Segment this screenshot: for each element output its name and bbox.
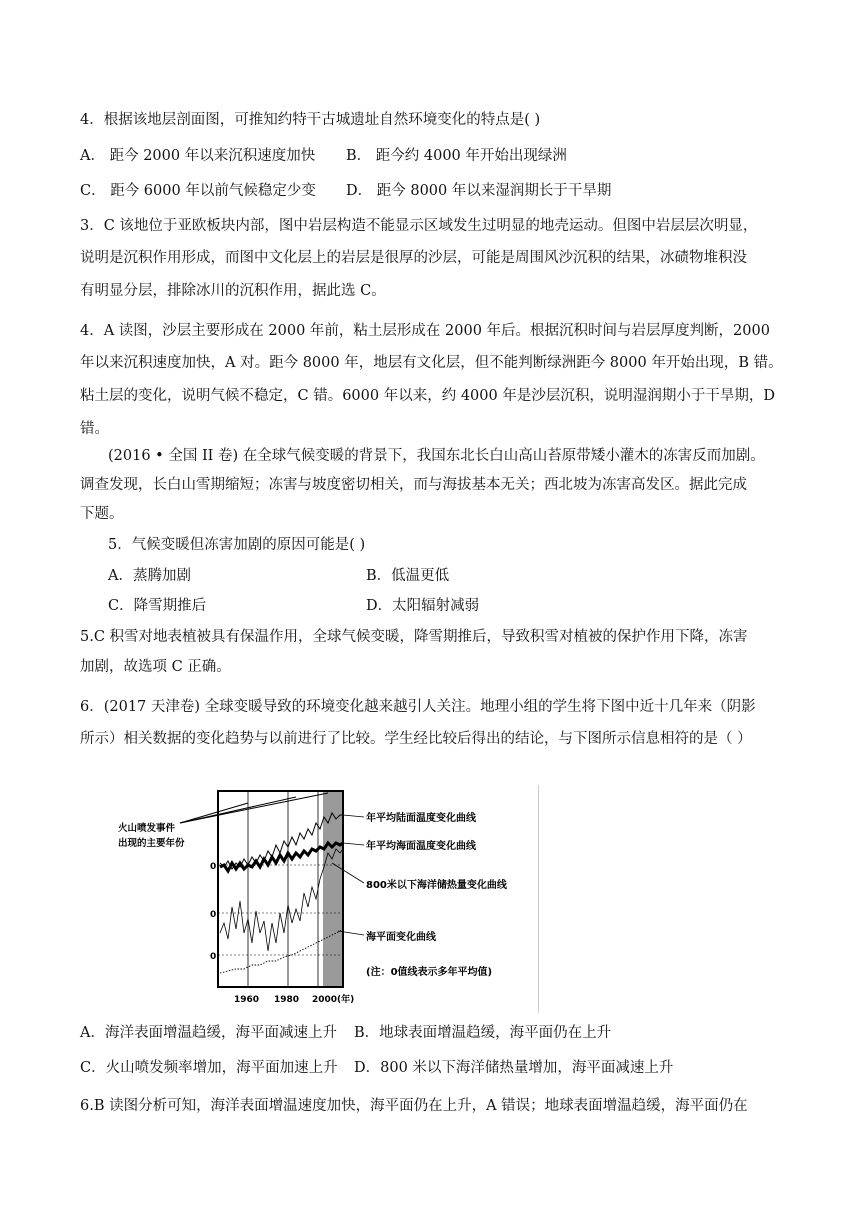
volcano-arrow-1 — [180, 803, 248, 823]
climate-change-figure — [118, 783, 542, 1013]
q6-stem-line-2: 所示）相关数据的变化趋势与以前进行了比较。学生经比较后得出的结论，与下图所示信息相符的是（ ） — [80, 731, 752, 747]
x-tick-1960: 1960 — [234, 995, 260, 1005]
volcano-arrow-3 — [180, 793, 328, 823]
volcano-label-line-1: 火山喷发事件 — [118, 823, 176, 834]
answer-3-line-1: 3．C 该地位于亚欧板块内部，图中岩层构造不能显示区域发生过明显的地壳运动。但图中岩层层次明显， — [80, 218, 758, 234]
answer-5-line-2: 加剧，故选项 C 正确。 — [80, 659, 231, 675]
q5-stem: 5．气候变暖但冻害加剧的原因可能是( ) — [108, 537, 366, 553]
answer-3-line-3: 有明显分层，排除冰川的沉积作用，据此选 C。 — [80, 283, 386, 299]
answer-4-line-2: 年以来沉积速度加快，A 对。距今 8000 年，地层有文化层，但不能判断绿洲距今 8000 年开始出现，B 错。 — [80, 355, 783, 371]
intro-2016-line-1: (2016 • 全国 II 卷) 在全球气候变暖的背景下，我国东北长白山高山苔原带矮小灌木的冻害反而加剧。 — [108, 448, 765, 464]
leader-curve-1 — [343, 815, 364, 817]
figure-divider — [538, 785, 539, 1013]
q4-option-d: D． 距今 8000 年以来湿润期长于干旱期 — [346, 183, 612, 199]
answer-5-line-1: 5.C 积雪对地表植被具有保温作用，全球气候变暖，降雪期推后，导致积雪对植被的保护作用下降，冻害 — [80, 629, 748, 645]
curve-label-deep-heat: 800米以下海洋储热量变化曲线 — [366, 880, 507, 891]
volcano-label-line-2: 出现的主要年份 — [118, 838, 185, 849]
answer-3-line-2: 说明是沉积作用形成，而图中文化层上的岩层是很厚的沙层，可能是周围风沙沉积的结果，冰碛物堆积没 — [80, 250, 747, 266]
intro-2016-line-2: 调查发现，长白山雪期缩短；冻害与坡度密切相关，而与海拔基本无关；西北坡为冻害高发区。据此完成 — [80, 477, 747, 493]
q4-option-b: B． 距今约 4000 年开始出现绿洲 — [346, 148, 567, 164]
q5-option-d: D．太阳辐射减弱 — [366, 598, 480, 614]
q5-option-c: C．降雪期推后 — [108, 598, 207, 614]
q6-option-a: A．海洋表面增温趋缓，海平面减速上升 — [80, 1025, 337, 1041]
q6-option-b: B．地球表面增温趋缓，海平面仍在上升 — [354, 1025, 612, 1041]
q5-option-a: A．蒸腾加剧 — [108, 568, 191, 584]
x-tick-2000: 2000(年) — [312, 995, 355, 1005]
answer-6-line-1: 6.B 读图分析可知，海洋表面增温速度加快，海平面仍在上升，A 错误；地球表面增温趋缓，海平面仍在 — [80, 1098, 748, 1114]
q6-option-d: D．800 米以下海洋储热量增加，海平面减速上升 — [354, 1060, 674, 1076]
answer-4-line-4: 错。 — [80, 421, 109, 437]
leader-curve-2 — [343, 843, 364, 845]
q4-option-a: A． 距今 2000 年以来沉积速度加快 — [80, 148, 316, 164]
x-tick-1980: 1980 — [274, 995, 300, 1005]
curve-label-sea-temp: 年平均海面温度变化曲线 — [366, 841, 476, 852]
zero-label-2: 0 — [210, 910, 217, 920]
curve-label-land-temp: 年平均陆面温度变化曲线 — [366, 813, 476, 824]
q4-stem: 4．根据该地层剖面图，可推知约特干古城遗址自然环境变化的特点是( ) — [80, 112, 541, 128]
figure-note: (注：0值线表示多年平均值) — [366, 967, 493, 978]
q6-option-c: C．火山喷发频率增加，海平面加速上升 — [80, 1060, 338, 1076]
q4-option-c: C． 距今 6000 年以前气候稳定少变 — [80, 183, 316, 199]
intro-2016-line-3: 下题。 — [80, 506, 124, 522]
q6-stem-line-1: 6．(2017 天津卷) 全球变暖导致的环境变化越来越引人关注。地理小组的学生将下图中近十几年来（阴影 — [80, 699, 756, 715]
answer-4-line-1: 4．A 读图，沙层主要形成在 2000 年前，粘土层形成在 2000 年后。根据沉积时间与岩层厚度判断，2000 — [80, 323, 770, 339]
zero-label-1: 0 — [210, 862, 217, 872]
curve-label-sea-level: 海平面变化曲线 — [366, 932, 436, 943]
q5-option-b: B．低温更低 — [366, 568, 450, 584]
answer-4-line-3: 粘土层的变化，说明气候不稳定，C 错。6000 年以来，约 4000 年是沙层沉积，说明湿润期小于干旱期，D — [80, 388, 775, 404]
zero-label-3: 0 — [210, 952, 217, 962]
